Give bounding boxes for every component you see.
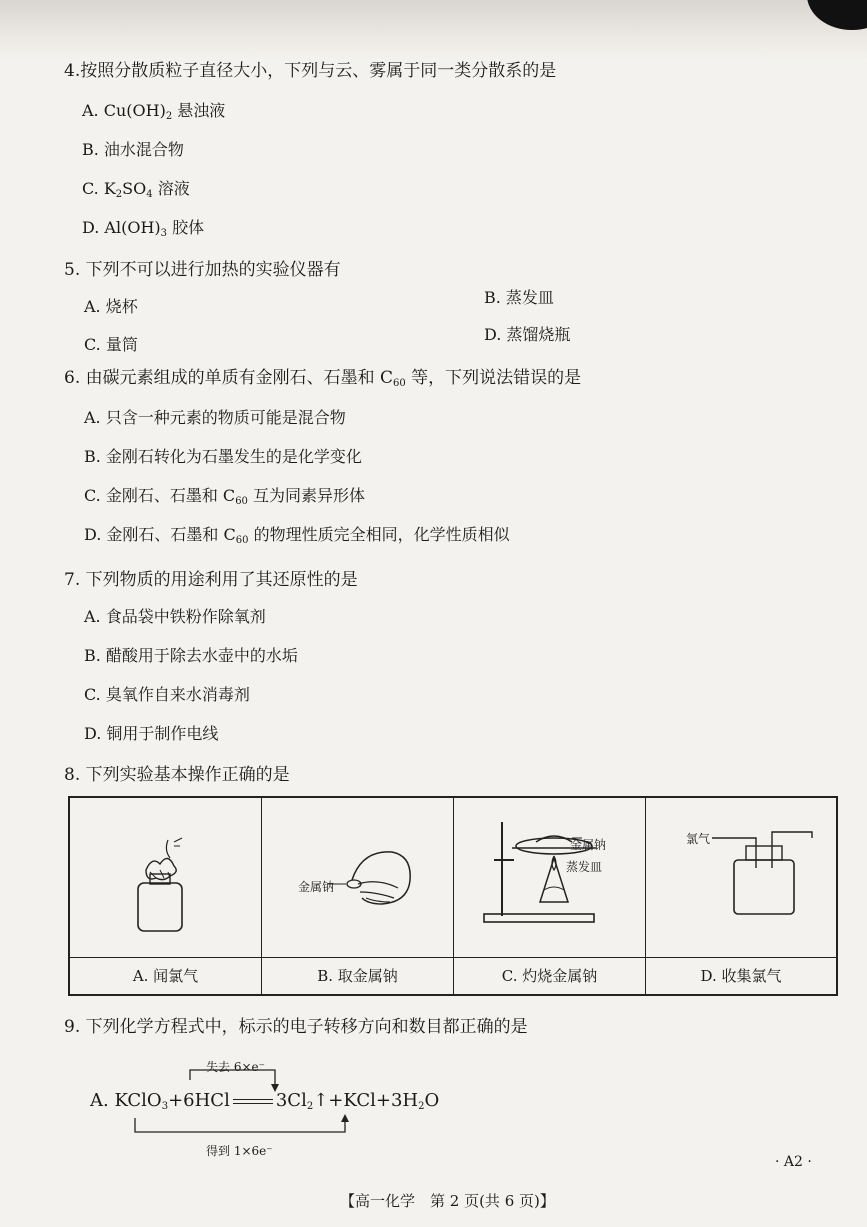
q8-cell-d bbox=[646, 798, 836, 994]
q9-option-a-equation: A. KClO$_3$+6HCl $3Cl_2↑+KCl+3H_2O$ bbox=[90, 1090, 440, 1112]
q4-option-a: A. $Cu(OH)_2$ 悬浊液 bbox=[82, 101, 226, 122]
q9-gain-electron-label: 得到 1×6e⁻ bbox=[206, 1144, 273, 1158]
q8-caption-d: D. 收集氯气 bbox=[646, 957, 836, 994]
q9-lose-electron-label: 失去 6×e⁻ bbox=[206, 1060, 265, 1074]
q8-label-sodium-c: 金属钠 bbox=[570, 838, 607, 852]
q8-figure-smell-gas bbox=[70, 798, 260, 958]
q8-caption-c: C. 灼烧金属钠 bbox=[454, 957, 645, 994]
page-code: · A2 · bbox=[775, 1154, 812, 1170]
q6-option-b: B. 金刚石转化为石墨发生的是化学变化 bbox=[84, 447, 362, 466]
q5-option-c: C. 量筒 bbox=[84, 335, 138, 354]
q4-stem: 4.按照分散质粒子直径大小，下列与云、雾属于同一类分散系的是 bbox=[64, 61, 557, 81]
q8-label-sodium-b: 金属钠 bbox=[298, 880, 335, 894]
q8-caption-b: B. 取金属钠 bbox=[262, 957, 453, 994]
q5-stem: 5. 下列不可以进行加热的实验仪器有 bbox=[64, 260, 341, 280]
q8-cell-b bbox=[262, 798, 454, 994]
q8-label-chlorine-d: 氯气 bbox=[686, 832, 711, 846]
scan-shadow bbox=[0, 0, 867, 60]
q5-option-b: B. 蒸发皿 bbox=[484, 288, 554, 307]
q8-figure-collect-gas bbox=[646, 798, 836, 958]
page-footer: 【高一化学 第 2 页(共 6 页)】 bbox=[340, 1192, 555, 1210]
q6-option-a: A. 只含一种元素的物质可能是混合物 bbox=[84, 408, 346, 427]
q7-option-c: C. 臭氧作自来水消毒剂 bbox=[84, 685, 250, 704]
q5-option-a: A. 烧杯 bbox=[84, 297, 138, 316]
q7-option-a: A. 食品袋中铁粉作除氧剂 bbox=[84, 607, 266, 626]
q7-option-b: B. 醋酸用于除去水壶中的水垢 bbox=[84, 646, 298, 665]
q8-figure-hand-sodium bbox=[262, 798, 452, 958]
q4-option-d: D. $Al(OH)_3$ 胶体 bbox=[82, 218, 205, 239]
q4-option-c: C. $K_2SO_4$ 溶液 bbox=[82, 179, 190, 200]
q8-cell-c bbox=[454, 798, 646, 994]
q4-option-b: B. 油水混合物 bbox=[82, 140, 184, 159]
q8-stem: 8. 下列实验基本操作正确的是 bbox=[64, 765, 290, 785]
q8-options-table bbox=[68, 796, 838, 996]
q8-caption-a: A. 闻氯气 bbox=[70, 957, 261, 994]
q6-option-c: C. 金刚石、石墨和 $C_{60}$ 互为同素异形体 bbox=[84, 486, 366, 507]
q9-stem: 9. 下列化学方程式中，标示的电子转移方向和数目都正确的是 bbox=[64, 1017, 528, 1037]
q6-option-d: D. 金刚石、石墨和 $C_{60}$ 的物理性质完全相同，化学性质相似 bbox=[84, 525, 510, 546]
q7-stem: 7. 下列物质的用途利用了其还原性的是 bbox=[64, 570, 358, 590]
q5-option-d: D. 蒸馏烧瓶 bbox=[484, 325, 571, 344]
q8-cell-a bbox=[70, 798, 262, 994]
q8-label-dish-c: 蒸发皿 bbox=[566, 860, 603, 874]
q8-figure-burn-sodium bbox=[454, 798, 644, 958]
q6-stem: 6. 由碳元素组成的单质有金刚石、石墨和 $C_{60}$ 等，下列说法错误的是 bbox=[64, 368, 582, 389]
q7-option-d: D. 铜用于制作电线 bbox=[84, 724, 219, 743]
